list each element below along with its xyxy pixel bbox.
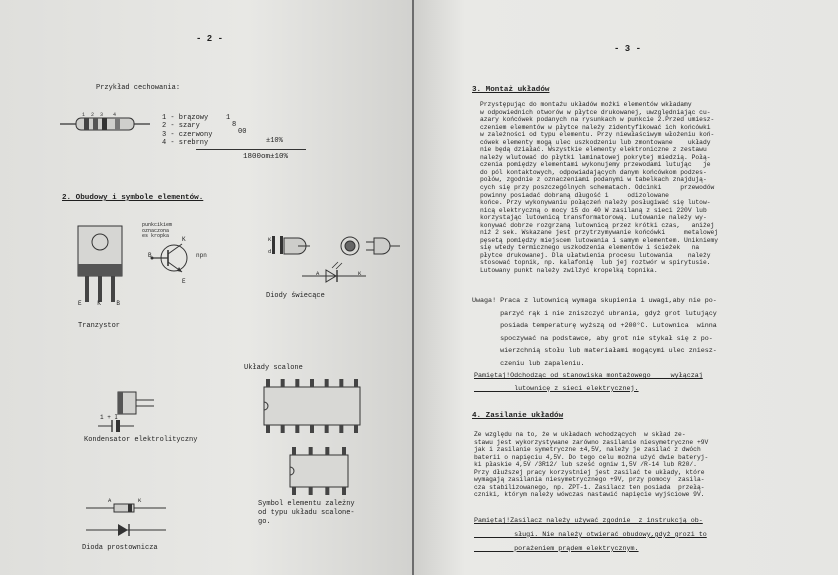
svg-text:2: 2 bbox=[91, 112, 95, 118]
ic-body bbox=[290, 455, 348, 487]
transistor-b: B bbox=[148, 252, 152, 259]
transistor-symbol bbox=[148, 238, 208, 284]
color-row-2: 2 - szary bbox=[162, 122, 200, 131]
result-value: 1800om±10% bbox=[243, 153, 289, 161]
note-1-block bbox=[474, 370, 703, 395]
page-number-right: - 3 - bbox=[614, 44, 642, 54]
capacitor-drawing bbox=[98, 390, 158, 432]
capacitor-caption: Kondensator elektrolityczny bbox=[84, 436, 198, 444]
ic-symbol-caption: Symbol elementu zależny od typu układu scalone- go. bbox=[258, 500, 355, 526]
led-a-label: A bbox=[316, 270, 320, 277]
transistor-e: E bbox=[182, 278, 186, 285]
svg-text:4: 4 bbox=[113, 112, 117, 118]
svg-text:3: 3 bbox=[100, 112, 104, 118]
section-4-text: Ze względu na to, że w układach wchodzących w skład ze- stawu jest wykorzystywane zarówno zasilanie niesymetryczne +9V jak i zasilanie symetryczne ±4,5V, należy je zasilać z dwóch baterii o napięciu 4,5V. Do tego celu można użyć dwie bateryj- ki płaskie 4,5V /3R12/ lub sześć ogniw 1,5V /R-14 lub R20/. Przy dłuższej pracy korzystniej jest zasilać te układy, które wymagają zasilania niesymetrycznego +9V, przy pomocy zasila- cza stabilizowanego, np. ZPT-1. Zasilacz ten posiada przełą- czniki, którym należy wówczas nastawić napięcie wyjściowe 9V. bbox=[474, 431, 709, 499]
led-k-label: K bbox=[268, 236, 272, 243]
capacitor-sign: 1 + I bbox=[100, 414, 119, 421]
ic-pin bbox=[281, 379, 285, 387]
rectifier-caption: Dioda prostownicza bbox=[82, 544, 158, 552]
warning-text: Praca z lutownicą wymaga skupienia i uwagi,aby nie po- parzyć rąk i nie zniszczyć ubrania, gdyż grot lutujący posiada temperaturę wyższą od +200°C. Lutownica winna spoczywać na podstawce, aby grot nie stykał się z po- wierzchnią stołu lub materiałami mogącymi ulec zniesz- czeniu lub zapaleniu. bbox=[500, 297, 717, 368]
warning-block bbox=[472, 295, 717, 371]
color-value-3: 00 bbox=[238, 128, 247, 136]
ic-pin bbox=[310, 379, 314, 387]
transistor-npn: npn bbox=[196, 252, 207, 259]
ic-pin bbox=[342, 447, 346, 455]
right-page bbox=[414, 0, 838, 575]
note-2-text: Zasilacz należy używać zgodnie z instrukcją ob- sługi. Nie należy otwierać obudowy,gdyż grozi to porażeniem prądem elektrycznym. bbox=[510, 517, 707, 553]
color-row-4: 4 - srebrny bbox=[162, 139, 209, 148]
color-row-1: 1 - brązowy bbox=[162, 114, 209, 122]
ic-pin bbox=[310, 425, 314, 433]
color-value-4: ±10% bbox=[266, 137, 283, 145]
ic-pin bbox=[339, 379, 343, 387]
ic-package-1 bbox=[262, 378, 362, 434]
ic-body bbox=[264, 387, 360, 425]
warning-label: Uwaga! bbox=[472, 297, 497, 305]
ic-pin bbox=[325, 379, 329, 387]
note-1-text: Odchodząc od stanowiska montażowego wyłączaj lutownicę z sieci elektrycznej. bbox=[510, 372, 703, 393]
ic-pin bbox=[292, 447, 296, 455]
ic-pin bbox=[325, 425, 329, 433]
section-2-title: 2. Obudowy i symbole elementów. bbox=[62, 194, 204, 202]
color-row-3: 3 - czerwony bbox=[162, 130, 213, 139]
resistor-drawing bbox=[60, 110, 150, 140]
color-value-2: 8 bbox=[232, 121, 237, 129]
ic-pin bbox=[354, 379, 358, 387]
section-3-text: Przystępując do montażu układów możki elementów wkładamy w odpowiednich otworów w płytce drukowanej, uwzględniając cu- azary końcówek podanych na rysunkach w punkcie 2.Przed umiesz- czeniem elementów w płytce należy zidentyfikować ich końcówki w zależności od typu elementu. Przy niewłaściwym włożeniu koń- cówek elementy mogą ulec uszkodzeniu lub zmontowane układy nie będą działać. Wszystkie elementy elektroniczne z zestawu należy wlutować do płytki laminatowej pokrytej miedzią. Połą- czenia pomiędzy elementami wykonujemy przewodami lutując je do pól kontaktowych, odpowiadających danym końcówkom podzes- połów, zgodnie z oznaczeniami podanymi w tabelkach znajdują- cych się przy poszczególnych schematach. Odcinki przewodów powinny posiadać dobraną długość i odizolowane końce. Przy wykonywaniu połączeń należy posługiwać się lutow- nicą elektryczną o mocy 15 do 40 W zasilaną z sieci 220V lub korzystając lutownicą transformatorową. Lutowanie należy wy- konywać dobrze rozgrzaną lutownicą przez krótki czas, aniżej niż 2 sek. Wskazane jest przytrzymywanie końcówki metalowej pęsetą pomiędzy miejscem lutowania i samym elementem. Unikniemy się wtedy termicznego uszkodzenia elementów i ścieżek na płytce drukowanej. Dla ułatwienia procesu lutowania należy stosować topnik, np. kalafonię lub jej roztwór w spirytusie. Lutowany punkt należy zwilżyć kropelką topnika. bbox=[480, 101, 719, 275]
led-d-label: d bbox=[268, 248, 272, 255]
transistor-mark-label: punkcikiem oznaczona es kropka bbox=[142, 222, 173, 240]
page-number-left: - 2 - bbox=[196, 34, 224, 44]
section-4-title: 4. Zasilanie układów bbox=[472, 412, 564, 420]
ic-pin bbox=[266, 425, 270, 433]
ic-pin bbox=[325, 447, 329, 455]
ic-pin bbox=[295, 425, 299, 433]
led-drawings bbox=[262, 234, 402, 298]
transistor-caption: Tranzystor bbox=[78, 322, 121, 330]
color-code-list bbox=[162, 114, 212, 148]
led-k2-label: K bbox=[358, 270, 362, 277]
svg-text:1: 1 bbox=[82, 112, 86, 118]
ic-pin bbox=[309, 447, 313, 455]
ic-pin bbox=[342, 487, 346, 495]
ic-pin bbox=[295, 379, 299, 387]
sum-line bbox=[196, 149, 306, 150]
ic-pin bbox=[325, 487, 329, 495]
section-3-title: 3. Montaż układów bbox=[472, 86, 550, 94]
ic-package-2 bbox=[288, 446, 350, 496]
ic-pin bbox=[339, 425, 343, 433]
color-value-1: 1 bbox=[226, 114, 231, 122]
ic-pin bbox=[354, 425, 358, 433]
ic-pin bbox=[281, 425, 285, 433]
example-label: Przykład cechowania: bbox=[96, 84, 181, 92]
rectifier-k-top: K bbox=[138, 497, 142, 504]
note-2-block bbox=[474, 515, 707, 556]
note-1-label: Pamiętaj! bbox=[474, 372, 511, 380]
diodes-caption: Diody świecące bbox=[266, 292, 325, 300]
rectifier-drawing bbox=[86, 500, 166, 540]
ic-pin bbox=[292, 487, 296, 495]
transistor-k: K bbox=[182, 236, 186, 243]
ic-pin bbox=[266, 379, 270, 387]
transistor-pins: E K B bbox=[78, 300, 127, 307]
rectifier-a-top: A bbox=[108, 497, 112, 504]
left-page bbox=[0, 0, 412, 575]
note-2-label: Pamiętaj! bbox=[474, 517, 511, 525]
ic-caption: Układy scalone bbox=[244, 364, 303, 372]
ic-pin bbox=[309, 487, 313, 495]
